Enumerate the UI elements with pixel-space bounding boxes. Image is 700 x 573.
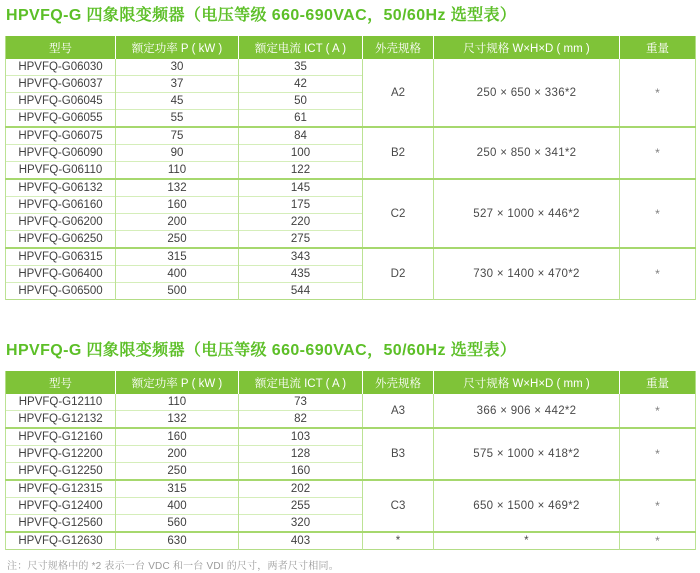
table-row [6,127,696,145]
table-row [6,59,696,76]
rated-current-cell: 544 [239,283,363,300]
rated-current-cell: 100 [239,145,363,162]
rated-current-cell: 275 [239,231,363,249]
weight-cell: * [620,179,696,248]
rated-current-cell: 255 [239,498,363,515]
rated-current-cell: 145 [239,179,363,197]
table-row [6,248,696,266]
model-cell: HPVFQ-G12400 [6,498,116,515]
rated-power-cell: 315 [116,248,239,266]
column-header-dimensions: 尺寸规格 W×H×D ( mm ) [434,36,620,59]
weight-cell: * [620,532,696,550]
model-cell: HPVFQ-G06030 [6,59,116,76]
model-cell: HPVFQ-G06037 [6,76,116,93]
rated-power-cell: 132 [116,179,239,197]
rated-power-cell: 110 [116,162,239,180]
weight-cell: * [620,127,696,179]
selection-table-2 [5,371,696,550]
column-header-frame: 外壳规格 [363,371,434,394]
column-header-dimensions: 尺寸规格 W×H×D ( mm ) [434,371,620,394]
frame-size-cell: A3 [363,394,434,428]
frame-size-cell: C2 [363,179,434,248]
dimensions-cell: 250 × 850 × 341*2 [434,127,620,179]
table-row [6,532,696,550]
rated-current-cell: 103 [239,428,363,446]
table-row [6,394,696,411]
rated-power-cell: 400 [116,266,239,283]
weight-cell: * [620,428,696,480]
page-title: HPVFQ-G 四象限变频器（电压等级 660-690VAC，50/60Hz 选型表） [6,342,517,359]
dimensions-cell: * [434,532,620,550]
rated-current-cell: 220 [239,214,363,231]
rated-current-cell: 128 [239,446,363,463]
rated-power-cell: 160 [116,197,239,214]
column-header-power: 额定功率 P ( kW ) [116,371,239,394]
selection-table-section-1 [5,6,700,300]
model-cell: HPVFQ-G12630 [6,532,116,550]
rated-power-cell: 45 [116,93,239,110]
rated-current-cell: 403 [239,532,363,550]
model-cell: HPVFQ-G06090 [6,145,116,162]
model-cell: HPVFQ-G06400 [6,266,116,283]
column-header-weight: 重量 [620,371,696,394]
footnote: 注：尺寸规格中的 *2 表示一台 VDC 和一台 VDI 的尺寸，两者尺寸相同。 [7,561,339,572]
rated-power-cell: 250 [116,231,239,249]
column-header-power: 额定功率 P ( kW ) [116,36,239,59]
rated-power-cell: 400 [116,498,239,515]
rated-power-cell: 30 [116,59,239,76]
rated-current-cell: 84 [239,127,363,145]
rated-power-cell: 200 [116,214,239,231]
dimensions-cell: 730 × 1400 × 470*2 [434,248,620,300]
column-header-model: 型号 [6,36,116,59]
weight-cell: * [620,59,696,127]
frame-size-cell: D2 [363,248,434,300]
rated-power-cell: 75 [116,127,239,145]
rated-current-cell: 435 [239,266,363,283]
rated-current-cell: 82 [239,411,363,429]
rated-current-cell: 160 [239,463,363,481]
model-cell: HPVFQ-G12560 [6,515,116,533]
table-row [6,179,696,197]
model-cell: HPVFQ-G06055 [6,110,116,128]
frame-size-cell: B2 [363,127,434,179]
table-body [6,59,696,300]
dimensions-cell: 575 × 1000 × 418*2 [434,428,620,480]
model-cell: HPVFQ-G06200 [6,214,116,231]
column-header-frame: 外壳规格 [363,36,434,59]
table-row [6,480,696,498]
model-cell: HPVFQ-G06315 [6,248,116,266]
rated-current-cell: 320 [239,515,363,533]
model-cell: HPVFQ-G06045 [6,93,116,110]
column-header-current: 额定电流 ICT ( A ) [239,36,363,59]
rated-power-cell: 560 [116,515,239,533]
rated-current-cell: 73 [239,394,363,411]
rated-power-cell: 132 [116,411,239,429]
model-cell: HPVFQ-G12110 [6,394,116,411]
rated-power-cell: 90 [116,145,239,162]
weight-cell: * [620,480,696,532]
model-cell: HPVFQ-G12200 [6,446,116,463]
model-cell: HPVFQ-G06075 [6,127,116,145]
rated-power-cell: 630 [116,532,239,550]
column-header-current: 额定电流 ICT ( A ) [239,371,363,394]
rated-power-cell: 110 [116,394,239,411]
model-cell: HPVFQ-G06132 [6,179,116,197]
page [0,6,700,572]
model-cell: HPVFQ-G12250 [6,463,116,481]
rated-power-cell: 250 [116,463,239,481]
dimensions-cell: 366 × 906 × 442*2 [434,394,620,428]
model-cell: HPVFQ-G12132 [6,411,116,429]
frame-size-cell: B3 [363,428,434,480]
table-header-row [6,371,696,394]
selection-table-section-2 [5,341,700,550]
rated-power-cell: 160 [116,428,239,446]
frame-size-cell: A2 [363,59,434,127]
weight-cell: * [620,248,696,300]
model-cell: HPVFQ-G12315 [6,480,116,498]
rated-power-cell: 55 [116,110,239,128]
model-cell: HPVFQ-G06250 [6,231,116,249]
table-row [6,428,696,446]
rated-current-cell: 50 [239,93,363,110]
rated-current-cell: 122 [239,162,363,180]
table-body [6,394,696,550]
model-cell: HPVFQ-G06110 [6,162,116,180]
selection-table-1 [5,36,696,300]
frame-size-cell: C3 [363,480,434,532]
page-title: HPVFQ-G 四象限变频器（电压等级 660-690VAC，50/60Hz 选型表） [6,7,517,24]
model-cell: HPVFQ-G06160 [6,197,116,214]
model-cell: HPVFQ-G06500 [6,283,116,300]
model-cell: HPVFQ-G12160 [6,428,116,446]
column-header-weight: 重量 [620,36,696,59]
dimensions-cell: 650 × 1500 × 469*2 [434,480,620,532]
dimensions-cell: 527 × 1000 × 446*2 [434,179,620,248]
rated-current-cell: 61 [239,110,363,128]
dimensions-cell: 250 × 650 × 336*2 [434,59,620,127]
frame-size-cell: * [363,532,434,550]
rated-power-cell: 37 [116,76,239,93]
table-header-row [6,36,696,59]
column-header-model: 型号 [6,371,116,394]
weight-cell: * [620,394,696,428]
rated-current-cell: 202 [239,480,363,498]
rated-power-cell: 500 [116,283,239,300]
rated-current-cell: 42 [239,76,363,93]
rated-power-cell: 200 [116,446,239,463]
rated-current-cell: 35 [239,59,363,76]
rated-current-cell: 175 [239,197,363,214]
rated-current-cell: 343 [239,248,363,266]
rated-power-cell: 315 [116,480,239,498]
